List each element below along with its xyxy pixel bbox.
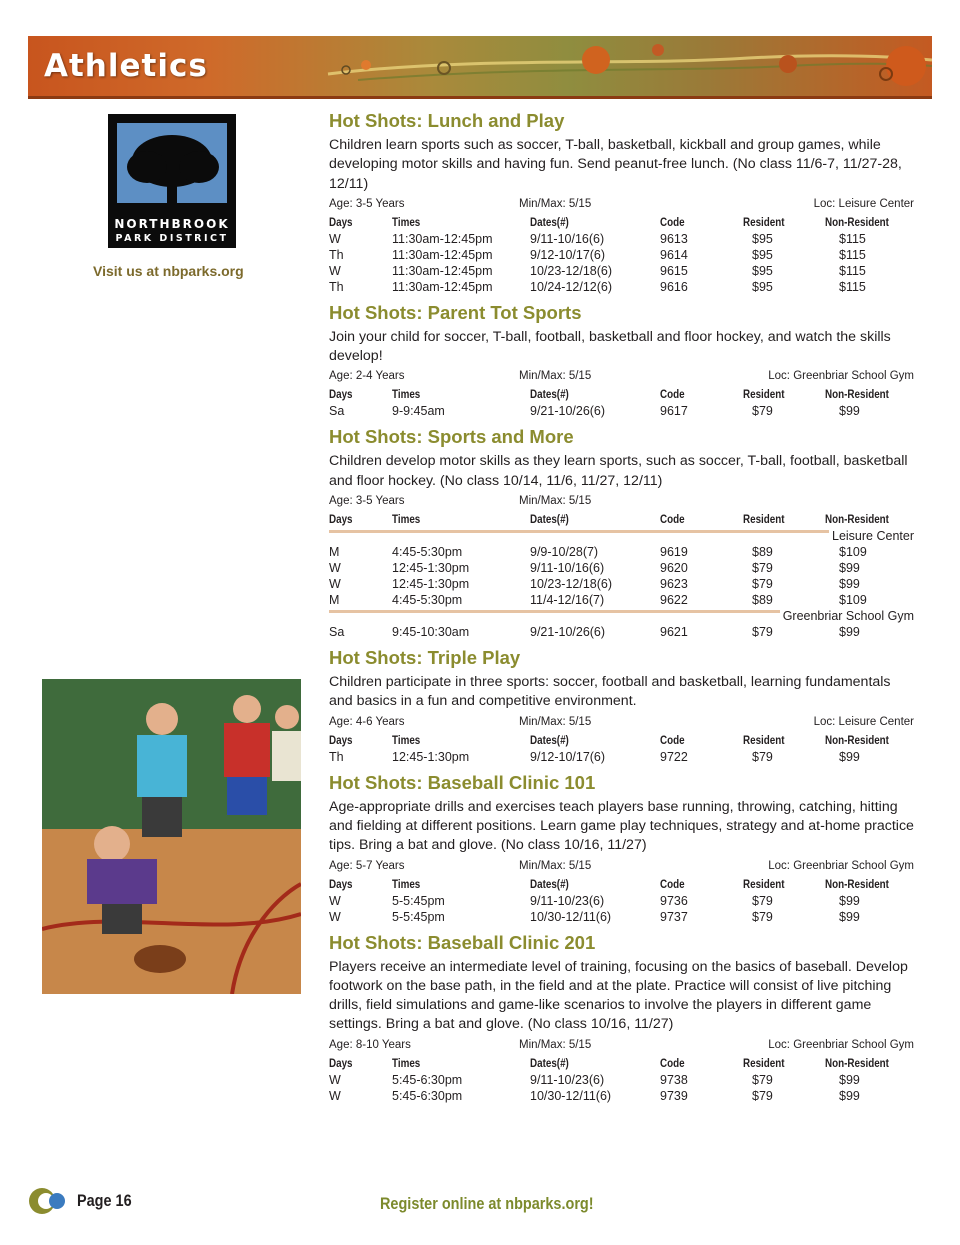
cell-day: W [329,561,341,576]
cell-time: 9-9:45am [392,404,445,419]
cell-code: 9613 [660,231,688,246]
cell-code: 9615 [660,263,688,278]
col-dates: Dates(#) [530,387,569,402]
cell-resident-fee: $79 [752,1088,773,1103]
group-location: Leisure Center [829,528,914,544]
table-row [329,403,914,419]
col-resident: Resident [743,214,785,229]
col-code: Code [660,387,685,402]
cell-day: W [329,893,341,908]
cell-day: W [329,231,341,246]
group-location: Greenbriar School Gym [780,608,914,624]
cell-time: 12:45-1:30pm [392,561,470,576]
cell-dates: 10/23-12/18(6) [530,577,613,592]
cell-time: 5:45-6:30pm [392,1088,463,1103]
col-dates: Dates(#) [530,1055,569,1070]
cell-day: W [329,1088,341,1103]
program-parent-tot-sports [329,302,914,420]
col-times: Times [392,1055,421,1070]
cell-time: 11:30am-12:45pm [392,279,493,294]
cell-resident-fee: $79 [752,561,773,576]
table-row [329,231,914,247]
col-code: Code [660,512,685,527]
logo-tree-image [117,123,227,215]
cell-resident-fee: $79 [752,749,773,764]
min-max: Min/Max: 5/15 [519,197,592,210]
cell-nonresident-fee: $99 [839,561,860,576]
park-district-mark-icon [27,1186,67,1216]
cell-code: 9616 [660,279,688,294]
location-divider-row [329,528,914,544]
cell-code: 9617 [660,404,688,419]
schedule-table [329,385,914,419]
tree-icon [117,123,227,215]
program-description: Children develop motor skills as they learn sports, such as soccer, T-ball, football, basketball and floor hockey. (No class 10/14, 11/6, 11/27, 12/11) [329,453,908,489]
cell-dates: 10/24-12/12(6) [530,279,613,294]
location-divider-row [329,608,914,624]
cell-code: 9739 [660,1088,688,1103]
table-row [329,624,914,640]
cell-day: Th [329,279,344,294]
col-code: Code [660,1055,685,1070]
col-resident: Resident [743,512,785,527]
age-range: Age: 3-5 Years [329,197,405,210]
cell-time: 5:45-6:30pm [392,1072,463,1087]
table-header [329,731,914,749]
table-row [329,263,914,279]
cell-dates: 9/11-10/23(6) [530,1072,605,1087]
cell-dates: 9/12-10/17(6) [530,749,606,764]
table-row [329,592,914,608]
program-description: Join your child for soccer, T-ball, football, basketball and floor hockey, and watch the skills develop! [329,328,891,365]
program-title: Hot Shots: Parent Tot Sports [329,301,582,323]
table-row [329,247,914,263]
cell-day: W [329,909,341,924]
col-code: Code [660,214,685,229]
cell-code: 9619 [660,545,688,560]
cell-nonresident-fee: $99 [839,1088,860,1103]
cell-code: 9623 [660,577,688,592]
min-max: Min/Max: 5/15 [519,370,592,383]
col-nonresident: Non-Resident [825,387,889,402]
cell-resident-fee: $79 [752,893,773,908]
col-days: Days [329,387,353,402]
col-code: Code [660,732,685,747]
col-nonresident: Non-Resident [825,214,889,229]
program-sports-and-more [329,426,914,640]
min-max: Min/Max: 5/15 [519,715,592,728]
cell-dates: 9/9-10/28(7) [530,545,599,560]
program-title: Hot Shots: Lunch and Play [329,110,565,131]
banner-title: Athletics [44,48,208,84]
cell-resident-fee: $95 [752,263,773,278]
col-days: Days [329,1055,353,1070]
table-row [329,893,914,909]
cell-nonresident-fee: $99 [839,577,860,592]
cell-code: 9620 [660,561,688,576]
cell-day: M [329,593,340,608]
program-meta [329,196,914,213]
program-title: Hot Shots: Triple Play [329,647,521,669]
table-row [329,560,914,576]
cell-nonresident-fee: $99 [839,893,860,908]
cell-code: 9622 [660,593,688,608]
age-range: Age: 5-7 Years [329,859,405,872]
table-row [329,1072,914,1088]
table-header [329,385,914,403]
program-description: Players receive an intermediate level of training, focusing on the basics of baseball. Develop footwork on the base path, in the field and at the plate. Practice will consist of live pitching drills, field simulations and game-like scenarios to involve the players in different game settings. Bring a bat and glove. (No class 10/16, 11/27) [329,958,908,1033]
cell-day: Sa [329,625,345,640]
cell-dates: 10/30-12/11(6) [530,1088,612,1103]
cell-code: 9621 [660,625,688,640]
cell-time: 11:30am-12:45pm [392,263,493,278]
cell-nonresident-fee: $99 [839,404,860,419]
cell-nonresident-fee: $115 [839,263,866,278]
cell-code: 9737 [660,909,688,924]
cell-nonresident-fee: $115 [839,247,866,262]
cell-nonresident-fee: $115 [839,279,866,294]
col-times: Times [392,876,421,891]
cell-dates: 9/11-10/16(6) [530,561,605,576]
cell-day: Sa [329,404,345,419]
cell-nonresident-fee: $99 [839,625,860,640]
cell-dates: 10/30-12/11(6) [530,909,612,924]
cell-dates: 9/11-10/16(6) [530,231,605,246]
program-meta [329,858,914,875]
min-max: Min/Max: 5/15 [519,495,592,508]
col-nonresident: Non-Resident [825,512,889,527]
cell-code: 9614 [660,247,688,262]
min-max: Min/Max: 5/15 [519,1038,592,1051]
cell-resident-fee: $79 [752,404,773,419]
col-nonresident: Non-Resident [825,876,889,891]
cell-dates: 9/21-10/26(6) [530,404,606,419]
program-meta [329,493,914,510]
program-triple-play [329,647,914,765]
schedule-table [329,510,914,640]
cell-resident-fee: $79 [752,625,773,640]
cell-day: W [329,1072,341,1087]
col-resident: Resident [743,387,785,402]
cell-dates: 10/23-12/18(6) [530,263,613,278]
program-title: Hot Shots: Baseball Clinic 201 [329,931,596,953]
cell-code: 9738 [660,1072,688,1087]
cell-time: 12:45-1:30pm [392,577,470,592]
cell-resident-fee: $95 [752,247,773,262]
cell-dates: 9/12-10/17(6) [530,247,606,262]
northbrook-park-district-logo [108,114,236,248]
age-range: Age: 3-5 Years [329,495,405,508]
cell-time: 11:30am-12:45pm [392,247,493,262]
cell-time: 11:30am-12:45pm [392,231,493,246]
page-number: Page 16 [77,1191,132,1210]
program-meta [329,1037,914,1054]
cell-time: 4:45-5:30pm [392,545,463,560]
cell-time: 5-5:45pm [392,893,445,908]
cell-time: 12:45-1:30pm [392,749,470,764]
table-row [329,749,914,765]
cell-dates: 11/4-12/16(7) [530,593,605,608]
table-row [329,1088,914,1104]
col-dates: Dates(#) [530,876,569,891]
cell-resident-fee: $89 [752,545,773,560]
kids-playing-photo [42,679,301,994]
cell-nonresident-fee: $99 [839,749,860,764]
cell-resident-fee: $79 [752,909,773,924]
cell-resident-fee: $79 [752,1072,773,1087]
cell-nonresident-fee: $109 [839,593,867,608]
program-baseball-clinic-201 [329,932,914,1104]
table-row [329,909,914,925]
program-description: Children learn sports such as soccer, T-ball, basketball, kickball and group games, while developing motor skills and having fun. Send peanut-free lunch. (No class 11/6-7, 11/27-28, 12/11) [329,137,902,192]
program-title: Hot Shots: Baseball Clinic 101 [329,771,596,793]
col-resident: Resident [743,1055,785,1070]
col-times: Times [392,512,421,527]
table-row [329,576,914,592]
schedule-table [329,731,914,765]
program-lunch-and-play [329,110,914,295]
program-meta [329,368,914,385]
col-nonresident: Non-Resident [825,732,889,747]
col-days: Days [329,214,353,229]
cell-nonresident-fee: $109 [839,545,867,560]
cell-dates: 9/21-10/26(6) [530,625,606,640]
age-range: Age: 2-4 Years [329,370,405,383]
col-resident: Resident [743,876,785,891]
col-days: Days [329,732,353,747]
cell-day: Th [329,749,344,764]
col-code: Code [660,876,685,891]
col-times: Times [392,387,421,402]
table-row [329,279,914,295]
col-nonresident: Non-Resident [825,1055,889,1070]
col-days: Days [329,876,353,891]
col-dates: Dates(#) [530,214,569,229]
table-header [329,875,914,893]
cell-resident-fee: $89 [752,593,773,608]
section-banner [28,36,932,99]
cell-day: W [329,263,341,278]
cell-day: Th [329,247,344,262]
cell-nonresident-fee: $99 [839,909,860,924]
cell-time: 9:45-10:30am [392,625,470,640]
schedule-table [329,875,914,925]
col-resident: Resident [743,732,785,747]
cell-nonresident-fee: $99 [839,1072,860,1087]
location: Loc: Greenbriar School Gym [768,370,914,383]
program-baseball-clinic-101 [329,772,914,925]
min-max: Min/Max: 5/15 [519,859,592,872]
cell-dates: 9/11-10/23(6) [530,893,605,908]
table-header [329,213,914,231]
register-online-link[interactable]: Register online at nbparks.org! [380,1194,594,1213]
logo-name: NORTHBROOK [114,217,230,231]
col-times: Times [392,214,421,229]
col-dates: Dates(#) [530,732,569,747]
location: Loc: Greenbriar School Gym [768,859,914,872]
location-divider [329,528,914,544]
program-description: Children participate in three sports: soccer, football and basketball, learning fundamentals and basics in a fun and competitive environment. [329,674,891,710]
cell-nonresident-fee: $115 [839,231,866,246]
cell-day: W [329,577,341,592]
logo-subname: PARK DISTRICT [115,233,229,244]
location: Loc: Leisure Center [813,715,914,728]
cell-time: 5-5:45pm [392,909,445,924]
cell-resident-fee: $79 [752,577,773,592]
location: Loc: Greenbriar School Gym [768,1038,914,1051]
table-header [329,1054,914,1072]
cell-day: M [329,545,340,560]
table-header [329,510,914,528]
cell-resident-fee: $95 [752,279,773,294]
col-times: Times [392,732,421,747]
age-range: Age: 8-10 Years [329,1038,411,1051]
program-description: Age-appropriate drills and exercises teach players base running, throwing, catching, hitting and fielding at different positions. Learn game play techniques, strategy and at-home practice tips. Bring a bat and glove. (No class 10/16, 11/27) [329,798,914,854]
cell-time: 4:45-5:30pm [392,593,463,608]
location: Loc: Leisure Center [813,197,914,210]
cell-code: 9736 [660,893,688,908]
cell-code: 9722 [660,749,688,764]
table-row [329,544,914,560]
schedule-table [329,213,914,295]
program-meta [329,714,914,731]
program-title: Hot Shots: Sports and More [329,426,574,448]
main-content [329,110,914,1104]
age-range: Age: 4-6 Years [329,715,405,728]
schedule-table [329,1054,914,1104]
col-dates: Dates(#) [530,512,569,527]
cell-resident-fee: $95 [752,231,773,246]
col-days: Days [329,512,353,527]
kids-gym-illustration [42,679,301,994]
visit-website-link[interactable]: Visit us at nbparks.org [93,263,244,279]
location-divider [329,608,914,624]
